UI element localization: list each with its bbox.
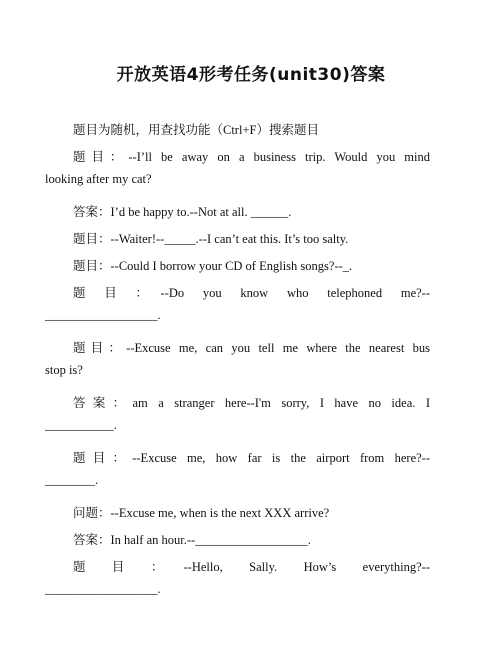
answer-5-line-2: ___________. (45, 418, 117, 432)
question-3: 题目：--Could I borrow your CD of English songs?--_. (73, 259, 353, 273)
answer-7: 答案：In half an hour.--__________________. (73, 533, 311, 547)
question-6-line-1: 题目：--Excuse me, how far is the airport from here?-- (73, 451, 430, 465)
instruction-note: 题目为随机，用查找功能（Ctrl+F）搜索题目 (73, 123, 319, 137)
question-5-line-1: 题目：--Excuse me, can you tell me where the nearest bus (73, 341, 430, 355)
answer-1: 答案：I’d be happy to.--Not at all. ______. (73, 205, 292, 219)
question-2: 题目：--Waiter!--_____.--I can’t eat this. It’s too salty. (73, 232, 349, 246)
question-8-line-2: __________________. (45, 582, 161, 596)
question-5-line-2: stop is? (45, 363, 83, 377)
question-1-line-1: 题目：--I’ll be away on a business trip. Would you mind (73, 150, 430, 164)
question-7: 问题：--Excuse me, when is the next XXX arrive? (73, 506, 330, 520)
question-1-line-2: looking after my cat? (45, 172, 152, 186)
answer-5-line-1: 答案：am a stranger here--I'm sorry, I have no idea. I (73, 396, 430, 410)
question-4-line-2: __________________. (45, 308, 161, 322)
page-title: 开放英语4形考任务(unit30)答案 (116, 65, 386, 85)
question-8-line-1: 题 目 ： --Hello, Sally. How’s everything?-- (73, 560, 430, 574)
question-4-line-1: 题 目 ： --Do you know who telephoned me?-- (73, 286, 430, 300)
question-6-line-2: ________. (45, 473, 99, 487)
